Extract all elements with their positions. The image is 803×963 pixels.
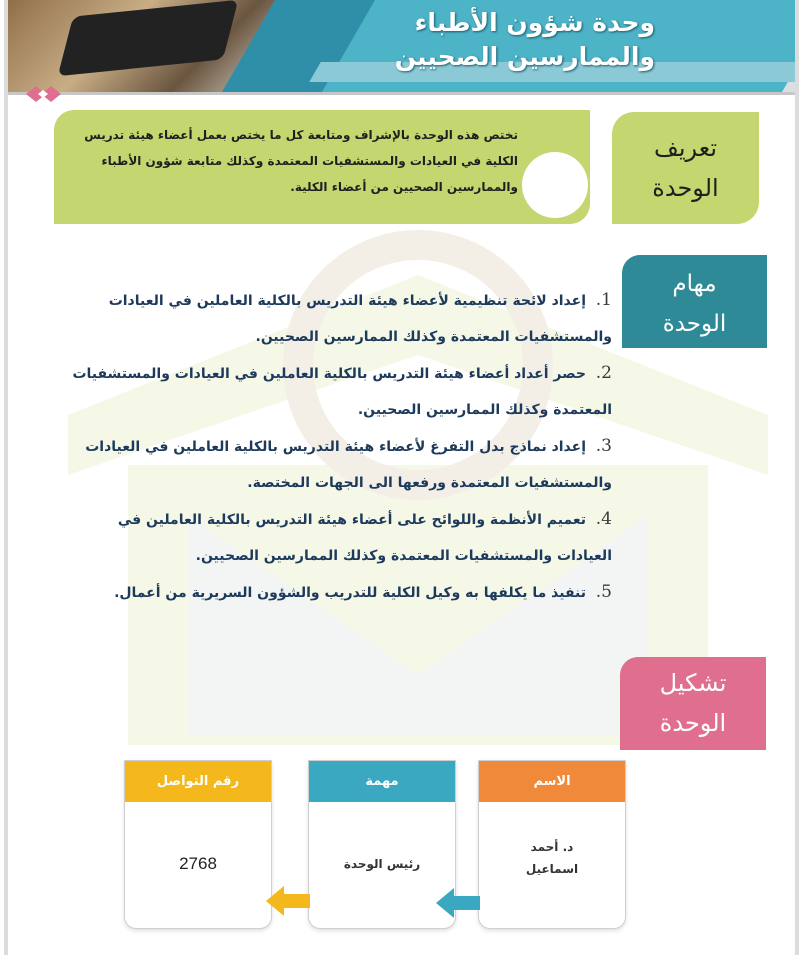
item-text: إعداد نماذج بدل التفرغ لأعضاء هيئة التدريس بالكلية العاملين في العيادات والمستشفيات المعتمدة ورفعها الى الجهات المختصة. bbox=[85, 439, 612, 491]
item-number: 5. bbox=[595, 582, 612, 602]
tasks-title bbox=[622, 255, 767, 348]
definition-title-line1: تعريف bbox=[653, 134, 718, 162]
tasks-title-line1: مهام bbox=[672, 271, 717, 297]
list-item bbox=[64, 574, 612, 611]
tasks-title-line2: الوحدة bbox=[662, 311, 727, 337]
page-title-line2: والممارسين الصحيين bbox=[394, 42, 655, 71]
graduation-cap-icon bbox=[58, 0, 239, 76]
member-contact-card bbox=[124, 760, 272, 929]
member-name-line2: اسماعيل bbox=[525, 862, 579, 876]
definition-title-line2: الوحدة bbox=[652, 174, 719, 202]
formation-title bbox=[620, 657, 766, 750]
list-item bbox=[64, 355, 612, 428]
list-item bbox=[64, 501, 612, 574]
header-divider bbox=[8, 92, 795, 95]
item-text: حصر أعداد أعضاء هيئة التدريس بالكلية العاملين في العيادات والمستشفيات المعتمدة وكذلك الممارسين الصحيين. bbox=[72, 366, 612, 418]
item-number: 1. bbox=[595, 290, 612, 310]
tasks-list bbox=[64, 282, 612, 611]
list-item bbox=[64, 428, 612, 501]
member-contact-number: 2768 bbox=[179, 854, 217, 873]
definition-text: تختص هذه الوحدة بالإشراف ومتابعة كل ما يختص بعمل أعضاء هيئة تدريس الكلية في العيادات والمستشفيات المعتمدة وكذلك متابعة شؤون الأطباء والممارسين الصحيين من أعضاء الكلية. bbox=[84, 128, 518, 194]
page bbox=[4, 0, 799, 955]
item-text: تعميم الأنظمة واللوائح على أعضاء هيئة التدريس بالكلية العاملين في العيادات والمستشفيات المعتمدة وكذلك الممارسين الصحيين. bbox=[117, 512, 612, 564]
definition-circle-decoration bbox=[522, 152, 588, 218]
item-text: إعداد لائحة تنظيمية لأعضاء هيئة التدريس بالكلية العاملين في العيادات والمستشفيات المعتمدة وكذلك الممارسين الصحيين. bbox=[108, 293, 612, 345]
item-number: 3. bbox=[595, 436, 612, 456]
member-name-line1: د. أحمد bbox=[530, 840, 574, 854]
card-header: مهمة bbox=[309, 761, 455, 802]
arrow-left-icon bbox=[436, 888, 480, 918]
member-role: رئيس الوحدة bbox=[343, 857, 421, 871]
page-title bbox=[395, 6, 655, 74]
card-header: رقم التواصل bbox=[125, 761, 271, 802]
item-text: تنفيذ ما يكلفها به وكيل الكلية للتدريب والشؤون السريرية من أعمال. bbox=[114, 585, 587, 601]
member-name bbox=[479, 836, 625, 880]
header-banner bbox=[8, 0, 795, 92]
formation-title-line2: الوحدة bbox=[659, 709, 727, 737]
member-name-card bbox=[478, 760, 626, 929]
formation-title-line1: تشكيل bbox=[659, 669, 727, 697]
page-title-line1: وحدة شؤون الأطباء bbox=[414, 8, 655, 37]
item-number: 4. bbox=[595, 509, 612, 529]
definition-title bbox=[612, 112, 759, 224]
card-header: الاسم bbox=[479, 761, 625, 802]
list-item bbox=[64, 282, 612, 355]
item-number: 2. bbox=[595, 363, 612, 383]
arrow-left-icon bbox=[266, 886, 310, 916]
diamond-ornament-icon bbox=[16, 84, 76, 104]
member-role-card bbox=[308, 760, 456, 929]
